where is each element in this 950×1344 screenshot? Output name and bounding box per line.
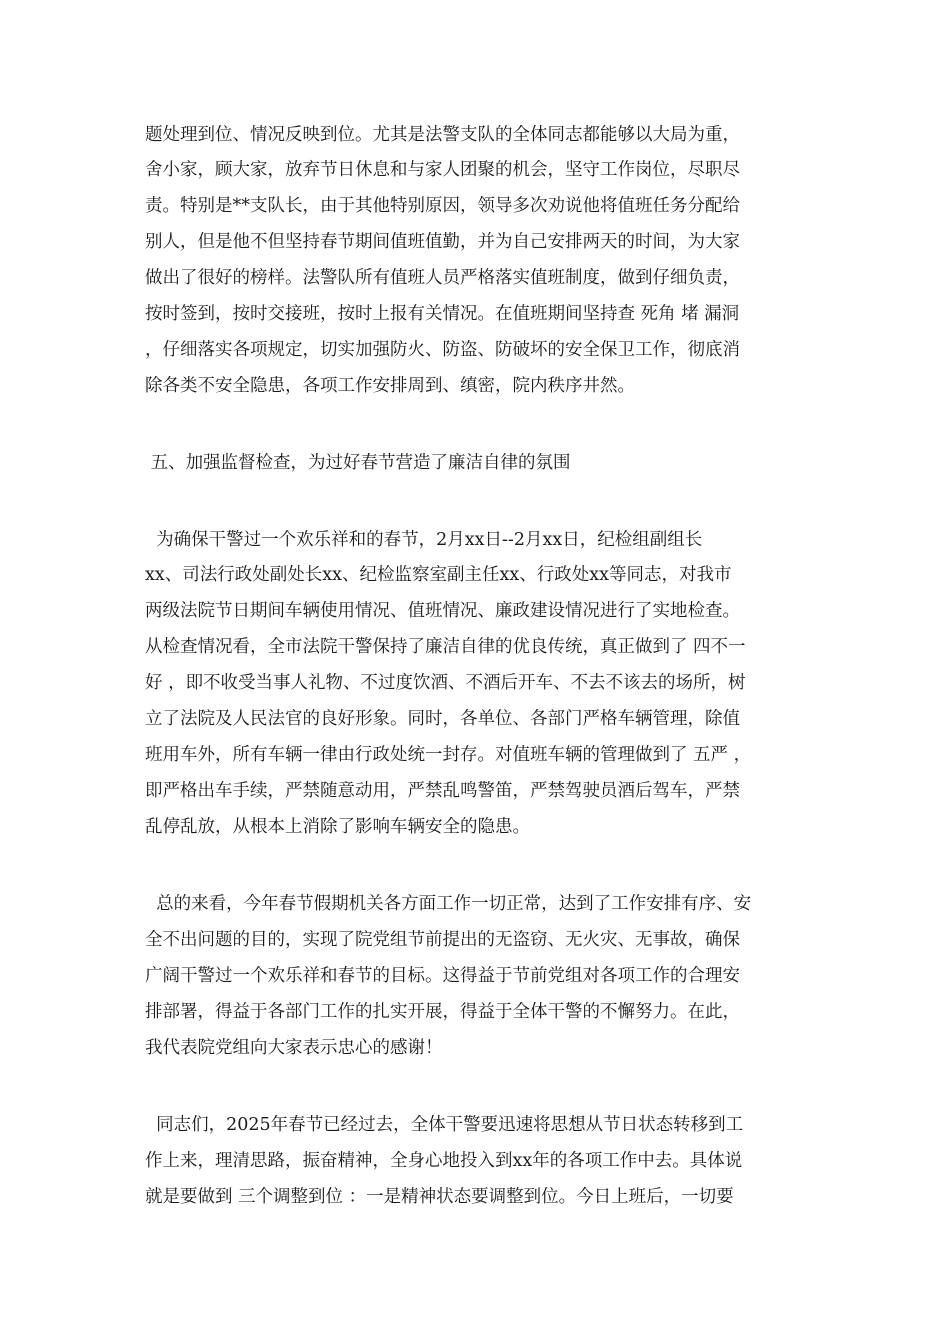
paragraph-3-line-3: 广阔干警过一个欢乐祥和春节的目标。这得益于节前党组对各项工作的合理安: [145, 966, 740, 986]
paragraph-3-line-4: 排部署，得益于各部门工作的扎实开展，得益于全体干警的不懈努力。在此，: [145, 1002, 740, 1022]
paragraph-2-line-5: 好 ，即不收受当事人礼物、不过度饮酒、不酒后开车、不去不该去的场所，树: [145, 673, 746, 693]
paragraph-1-line-5: 做出了很好的榜样。法警队所有值班人员严格落实值班制度，做到仔细负责，: [145, 268, 740, 288]
paragraph-1-line-3: 责。特别是**支队长，由于其他特别原因，领导多次劝说他将值班任务分配给: [145, 196, 740, 216]
paragraph-3-line-1: 总的来看，今年春节假期机关各方面工作一切正常，达到了工作安排有序、安: [145, 894, 752, 914]
paragraph-2-line-6: 立了法院及人民法官的良好形象。同时，各单位、各部门严格车辆管理，除值: [145, 709, 740, 729]
paragraph-1-line-8: 除各类不安全隐患，各项工作安排周到、缜密，院内秩序井然。: [145, 376, 635, 396]
paragraph-2-line-1: 为确保干警过一个欢乐祥和的春节，2月xx日--2月xx日，纪检组副组长: [145, 530, 703, 550]
section-heading-5: 五、加强监督检查，为过好春节营造了廉洁自律的氛围: [145, 453, 571, 473]
paragraph-1-line-7: ，仔细落实各项规定，切实加强防火、防盗、防破坏的安全保卫工作，彻底消: [145, 340, 740, 360]
paragraph-3-line-2: 全不出问题的目的，实现了院党组节前提出的无盗窃、无火灾、无事故，确保: [145, 930, 740, 950]
paragraph-2-line-8: 即严格出车手续，严禁随意动用，严禁乱鸣警笛，严禁驾驶员酒后驾车，严禁: [145, 781, 740, 801]
paragraph-4-line-1: 同志们，2025年春节已经过去，全体干警要迅速将思想从节日状态转移到工: [145, 1115, 744, 1135]
paragraph-3-line-5: 我代表院党组向大家表示忠心的感谢！: [145, 1038, 443, 1058]
paragraph-4-line-3: 就是要做到 三个调整到位 ：一是精神状态要调整到位。今日上班后，一切要: [145, 1187, 734, 1207]
paragraph-2-line-2: xx、司法行政处副处长xx、纪检监察室副主任xx、行政处xx等同志，对我市: [145, 565, 732, 585]
paragraph-1-line-2: 舍小家，顾大家，放弃节日休息和与家人团聚的机会，坚守工作岗位，尽职尽: [145, 160, 740, 180]
paragraph-1-line-4: 别人，但是他不但坚持春节期间值班值勤，并为自己安排两天的时间，为大家: [145, 232, 740, 252]
paragraph-4-line-2: 作上来，理清思路，振奋精神，全身心地投入到xx年的各项工作中去。具体说: [145, 1151, 743, 1171]
paragraph-2-line-9: 乱停乱放，从根本上消除了影响车辆安全的隐患。: [145, 817, 530, 837]
paragraph-1-line-6: 按时签到，按时交接班，按时上报有关情况。在值班期间坚持查 死角 堵 漏洞: [145, 304, 740, 324]
paragraph-2-line-7: 班用车外，所有车辆一律由行政处统一封存。对值班车辆的管理做到了 五严 ，: [145, 745, 752, 765]
paragraph-2-line-3: 两级法院节日期间车辆使用情况、值班情况、廉政建设情况进行了实地检查。: [145, 601, 740, 621]
paragraph-2-line-4: 从检查情况看，全市法院干警保持了廉洁自律的优良传统，真正做到了 四不一: [145, 637, 746, 657]
paragraph-1-line-1: 题处理到位、情况反映到位。尤其是法警支队的全体同志都能够以大局为重，: [145, 125, 740, 145]
